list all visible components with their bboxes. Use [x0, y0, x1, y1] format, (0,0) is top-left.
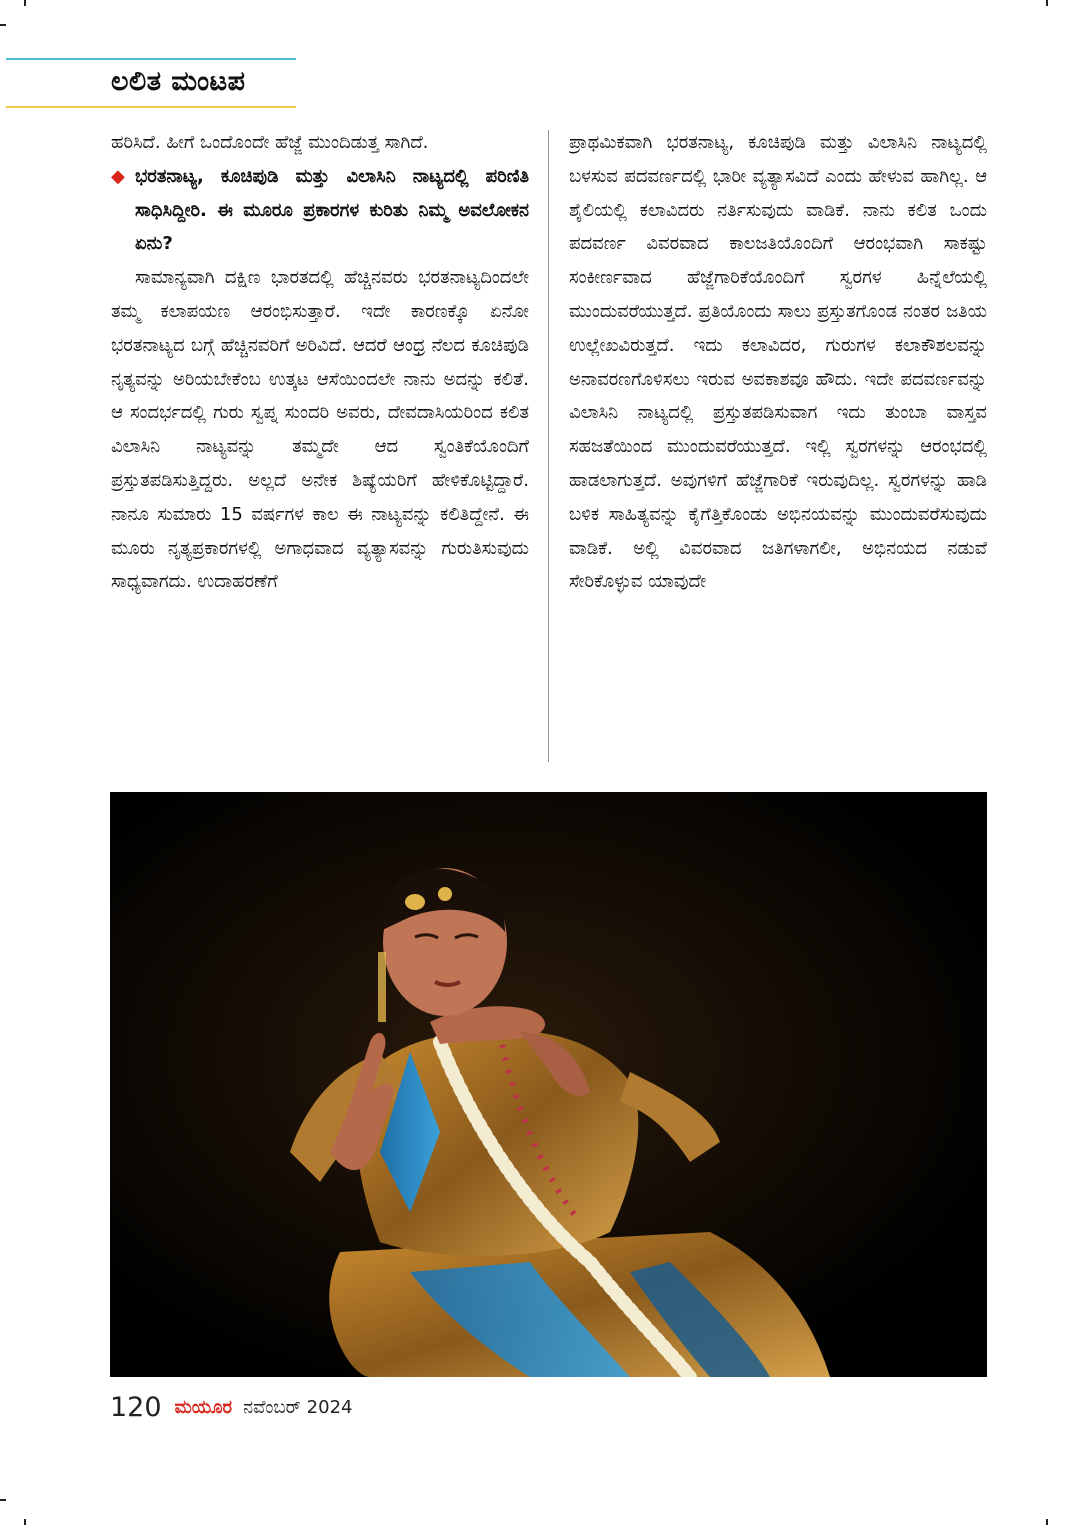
page-footer [110, 1392, 352, 1432]
header-rule-bottom [6, 106, 296, 108]
answer-paragraph: ಸಾಮಾನ್ಯವಾಗಿ ದಕ್ಷಿಣ ಭಾರತದಲ್ಲಿ ಹೆಚ್ಚಿನವರು ಭರತನಾಟ್ಯದಿಂದಲೇ ತಮ್ಮ ಕಲಾಪಯಣ ಆರಂಭಿಸುತ್ತಾರೆ. ಇದೇ ಕಾರಣಕ್ಕೊ ಏನೋ ಭರತನಾಟ್ಯದ ಬಗ್ಗೆ ಹೆಚ್ಚಿನವರಿಗೆ ಅರಿವಿದೆ. ಆದರೆ ಆಂಧ್ರ ನೆಲದ ಕೂಚಿಪುಡಿ ನೃತ್ಯವನ್ನು ಅರಿಯಬೇಕೆಂಬ ಉತ್ಕಟ ಆಸೆಯಿಂದಲೇ ನಾನು ಅದನ್ನು ಕಲಿತೆ. ಆ ಸಂದರ್ಭದಲ್ಲಿ ಗುರು ಸ್ವಪ್ನ ಸುಂದರಿ ಅವರು, ದೇವದಾಸಿಯರಿಂದ ಕಲಿತ ವಿಲಾಸಿನಿ ನಾಟ್ಯವನ್ನು ತಮ್ಮದೇ ಆದ ಸ್ವಂತಿಕೆಯೊಂದಿಗೆ ಪ್ರಸ್ತುತಪಡಿಸುತ್ತಿದ್ದರು. ಅಲ್ಲದೆ ಅನೇಕ ಶಿಷ್ಯೆಯರಿಗೆ ಹೇಳಿಕೊಟ್ಟಿದ್ದಾರೆ. ನಾನೂ ಸುಮಾರು 15 ವರ್ಷಗಳ ಕಾಲ ಈ ನಾಟ್ಯವನ್ನು ಕಲಿತಿದ್ದೇನೆ. ಈ ಮೂರು ನೃತ್ಯಪ್ರಕಾರಗಳಲ್ಲಿ ಅಗಾಧವಾದ ವ್ಯತ್ಯಾಸವನ್ನು ಗುರುತಿಸುವುದು ಸಾಧ್ಯವಾಗದು. ಉದಾಹರಣೆಗೆ [111, 267, 529, 593]
answer-paragraph-continued: ಪ್ರಾಥಮಿಕವಾಗಿ ಭರತನಾಟ್ಯ, ಕೂಚಿಪುಡಿ ಮತ್ತು ವಿಲಾಸಿನಿ ನಾಟ್ಯದಲ್ಲಿ ಬಳಸುವ ಪದವರ್ಣದಲ್ಲಿ ಭಾರೀ ವ್ಯತ್ಯಾಸವಿದೆ ಎಂದು ಹೇಳುವ ಹಾಗಿಲ್ಲ. ಆ ಶೈಲಿಯಲ್ಲಿ ಕಲಾವಿದರು ನರ್ತಿಸುವುದು ವಾಡಿಕೆ. ನಾನು ಕಲಿತ ಒಂದು ಪದವರ್ಣ ವಿವರವಾದ ಕಾಲಜತಿಯೊಂದಿಗೆ ಆರಂಭವಾಗಿ ಸಾಕಷ್ಟು ಸಂಕೀರ್ಣವಾದ ಹೆಜ್ಜೆಗಾರಿಕೆಯೊಂದಿಗೆ ಸ್ವರಗಳ ಹಿನ್ನೆಲೆಯಲ್ಲಿ ಮುಂದುವರೆಯುತ್ತದೆ. ಪ್ರತಿಯೊಂದು ಸಾಲು ಪ್ರಸ್ತುತಗೊಂಡ ನಂತರ ಜತಿಯ ಉಲ್ಲೇಖವಿರುತ್ತದೆ. ಇದು ಕಲಾವಿದರ, ಗುರುಗಳ ಕಲಾಕೌಶಲವನ್ನು ಅನಾವರಣಗೊಳಿಸಲು ಇರುವ ಅವಕಾಶವೂ ಹೌದು. ಇದೇ ಪದವರ್ಣವನ್ನು ವಿಲಾಸಿನಿ ನಾಟ್ಯದಲ್ಲಿ ಪ್ರಸ್ತುತಪಡಿಸುವಾಗ ಇದು ತುಂಬಾ ವಾಸ್ತವ ಸಹಜತೆಯಿಂದ ಮುಂದುವರೆಯುತ್ತದೆ. ಇಲ್ಲಿ ಸ್ವರಗಳನ್ನು ಆರಂಭದಲ್ಲಿ ಹಾಡಲಾಗುತ್ತದೆ. ಅವುಗಳಿಗೆ ಹೆಜ್ಜೆಗಾರಿಕೆ ಇರುವುದಿಲ್ಲ. ಸ್ವರಗಳನ್ನು ಹಾಡಿ ಬಳಿಕ ಸಾಹಿತ್ಯವನ್ನು ಕೈಗೆತ್ತಿಕೊಂಡು ಅಭಿನಯವನ್ನು ಮುಂದುವರೆಸುವುದು ವಾಡಿಕೆ. ಅಲ್ಲಿ ವಿವರವಾದ ಜತಿಗಳಾಗಲೀ, ಅಭಿನಯದ ನಡುವೆ ಸೇರಿಕೊಳ್ಳುವ ಯಾವುದೇ [569, 132, 987, 593]
crop-mark [1046, 0, 1048, 6]
crop-mark [0, 1499, 6, 1501]
crop-mark [24, 0, 26, 6]
crop-mark [0, 24, 6, 26]
question-text: ಭರತನಾಟ್ಯ, ಕೂಚಿಪುಡಿ ಮತ್ತು ವಿಲಾಸಿನಿ ನಾಟ್ಯದಲ್ಲಿ ಪರಿಣಿತಿ ಸಾಧಿಸಿದ್ದೀರಿ. ಈ ಮೂರೂ ಪ್ರಕಾರಗಳ ಕುರಿತು ನಿಮ್ಮ ಅವಲೋಕನ ಏನು? [135, 165, 529, 255]
paragraph-continuation: ಹರಿಸಿದೆ. ಹೀಗೆ ಒಂದೊಂದೇ ಹೆಜ್ಜೆ ಮುಂದಿಡುತ್ತ ಸಾಗಿದೆ. [111, 132, 429, 153]
dancer-photo-illustration [110, 792, 987, 1377]
section-title: ಲಲಿತ ಮಂಟಪ [111, 66, 246, 97]
article-column-left [111, 126, 529, 766]
magazine-logo: ಮಯೂರ [174, 1397, 233, 1418]
header-rule-top [6, 58, 296, 60]
page-number: 120 [110, 1392, 162, 1423]
diamond-bullet-icon: ◆ [111, 165, 125, 187]
crop-mark [1046, 1519, 1048, 1525]
dancer-photo [110, 792, 987, 1377]
article-column-right [569, 126, 987, 766]
section-header [0, 58, 296, 110]
column-divider [548, 130, 549, 762]
issue-date: ನವೆಂಬರ್ 2024 [243, 1397, 353, 1418]
crop-mark [24, 1519, 26, 1525]
interview-question [111, 160, 529, 261]
